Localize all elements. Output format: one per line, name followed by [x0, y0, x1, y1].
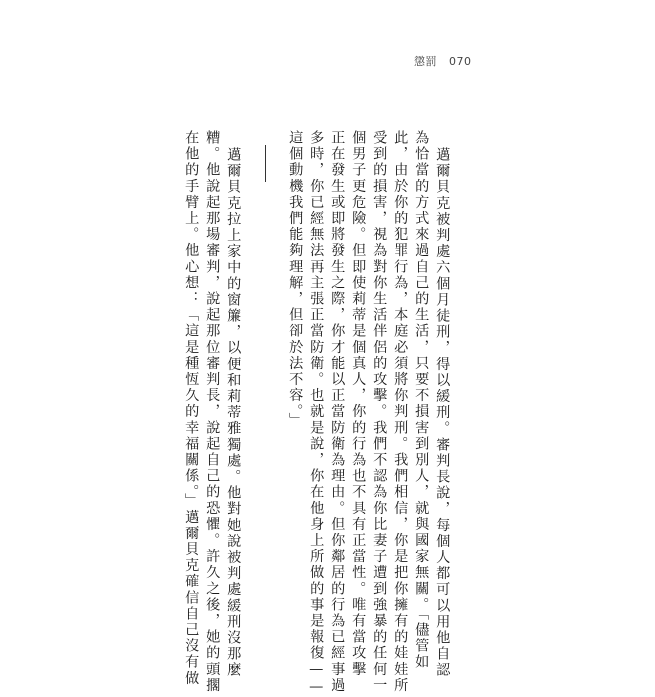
text-column: 此，由於你的犯罪行為，本庭必須將你判刑。我們相信，你是把你擁有的娃娃所: [392, 130, 409, 694]
section-divider: [265, 145, 266, 182]
text-column: 邁爾貝克拉上家中的窗簾，以便和莉蒂雅獨處。他對她說被判處緩刑沒那麼: [225, 147, 242, 679]
text-column: 多時，你已經無法再主張正當防衛。也就是說，你在他身上所做的事是報復——: [308, 130, 325, 697]
page-number: 070: [449, 55, 472, 68]
chapter-title: 懲罰: [414, 55, 437, 68]
text-column: 在他的手臂上。他心想：「這是種恆久的幸福關係。」邁爾貝克確信自己沒有做: [183, 130, 200, 687]
text-column: 受到的損害，視為對你生活伴侶的攻擊。我們不認為你比妻子遭到強暴的任何一: [371, 130, 388, 694]
text-column: 個男子更危險。但即使莉蒂是個真人，你的行為也不具有正當性。唯有當攻擊: [350, 130, 367, 678]
text-column: 邁爾貝克被判處六個月徒刑，得以緩刑。審判長說，每個人都可以用他自認: [434, 147, 451, 679]
text-column: 為恰當的方式來過自己的生活，只要不損害到別人，就與國家無關。「儘管如: [413, 130, 430, 671]
text-column: 糟。他說起那場審判，說起那位審判長，說起自己的恐懼。許久之後，她的頭擱: [204, 130, 221, 694]
running-header: [414, 53, 472, 69]
text-column: 這個動機我們能夠理解，但卻於法不容。」: [287, 130, 304, 429]
text-column: 正在發生或即將發生之際，你才能以正當防衛為理由。但你鄰居的行為已經事過: [329, 130, 346, 694]
